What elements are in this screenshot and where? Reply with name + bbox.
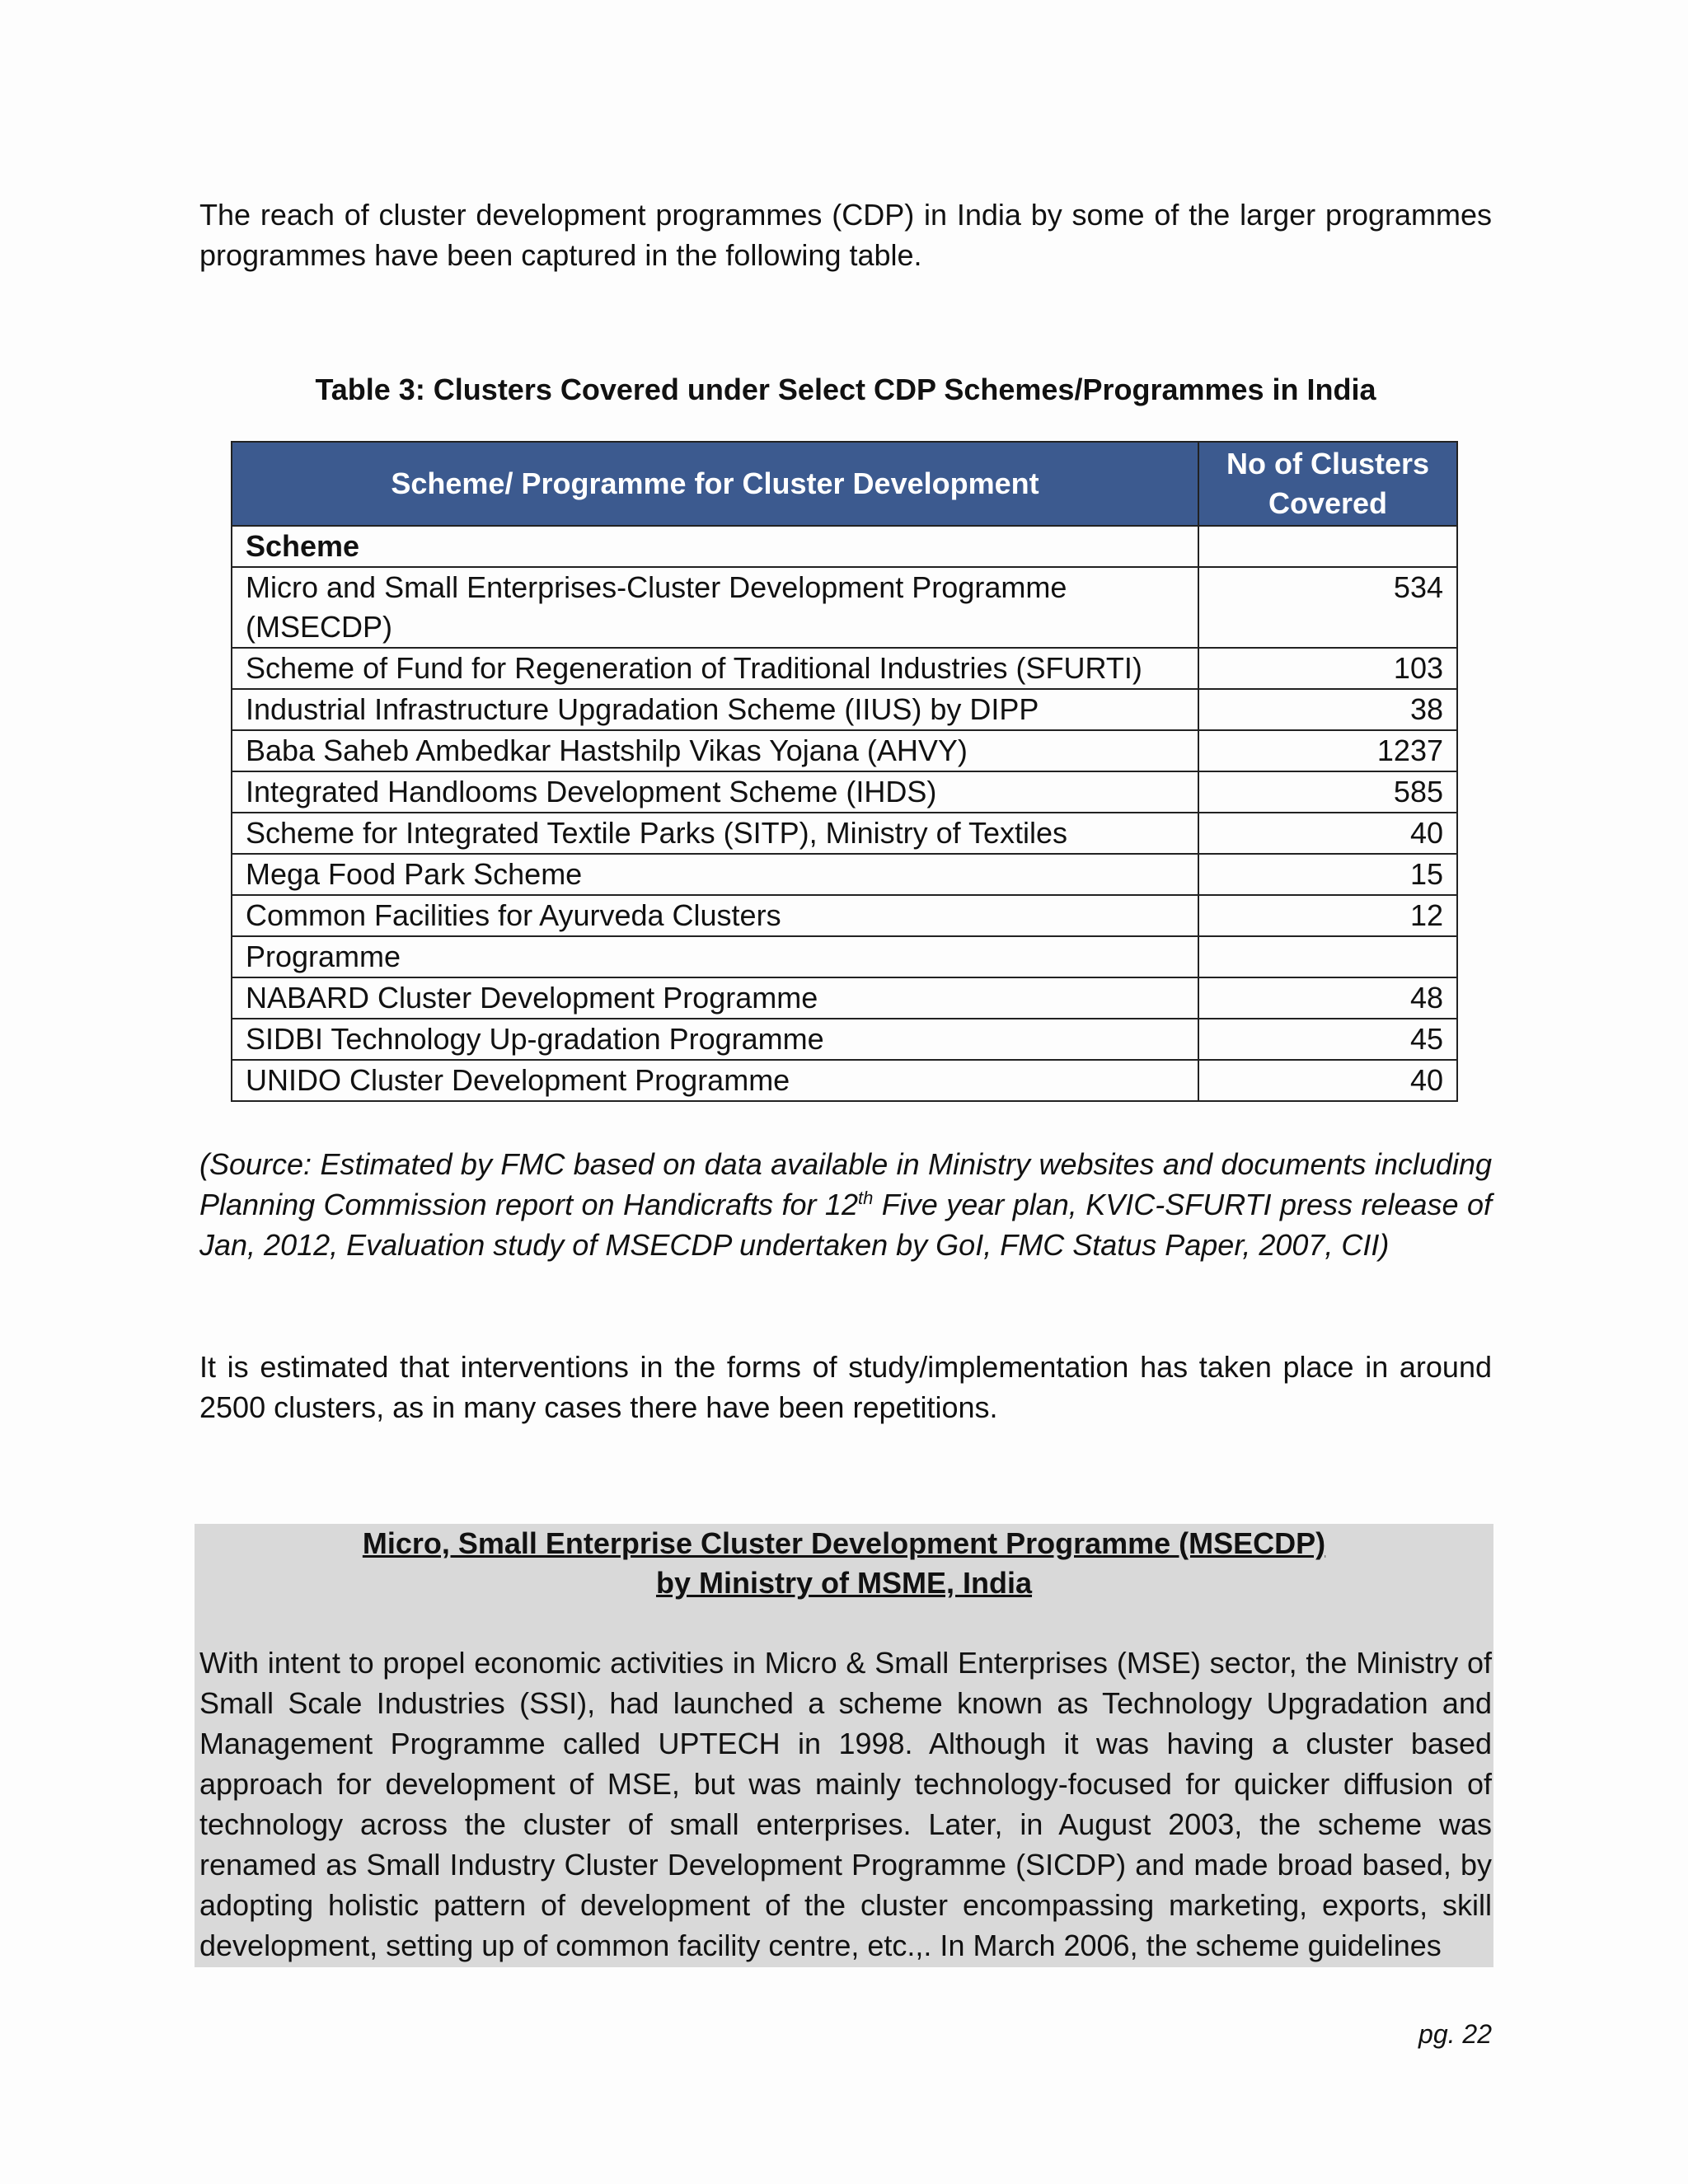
table-row: [232, 977, 1457, 1019]
section-label-programme: Programme: [232, 936, 1198, 977]
row-name: SIDBI Technology Up-gradation Programme: [232, 1019, 1198, 1060]
source-note: [199, 1144, 1492, 1265]
row-count: 585: [1198, 771, 1457, 813]
table-row: [232, 771, 1457, 813]
row-count: 15: [1198, 854, 1457, 895]
row-name: Mega Food Park Scheme: [232, 854, 1198, 895]
row-count: 38: [1198, 689, 1457, 730]
page-number: pg. 22: [1418, 2019, 1492, 2049]
row-name: UNIDO Cluster Development Programme: [232, 1060, 1198, 1101]
table-row: [232, 567, 1457, 648]
row-name: Scheme of Fund for Regeneration of Traditional Industries (SFURTI): [232, 648, 1198, 689]
row-name: Micro and Small Enterprises-Cluster Development Programme (MSECDP): [232, 567, 1198, 648]
box-title: [195, 1524, 1493, 1603]
box-body: With intent to propel economic activities in Micro & Small Enterprises (MSE) sector, the Ministry of Small Scale Industries (SSI), had launched a scheme known as Technology Upgradation and Management Programme called UPTECH in 1998. Although it was having a cluster based approach for development of MSE, but was mainly technology-focused for quicker diffusion of technology across the cluster of small enterprises. Later, in August 2003, the scheme was renamed as Small Industry Cluster Development Programme (SICDP) and made broad based, by adopting holistic pattern of development of the cluster encompassing marketing, exports, skill development, setting up of common facility centre, etc.,. In March 2006, the scheme guidelines: [199, 1646, 1492, 1962]
row-name: Common Facilities for Ayurveda Clusters: [232, 895, 1198, 936]
table-body: [232, 526, 1457, 1101]
intro-paragraph: The reach of cluster development programmes (CDP) in India by some of the larger programmes programmes have been captured in the following table.: [199, 198, 1492, 272]
box-title-line-2: by Ministry of MSME, India: [655, 1566, 1033, 1600]
row-name: Integrated Handlooms Development Scheme (IHDS): [232, 771, 1198, 813]
source-text-2: Five year plan, KVIC-SFURTI press release of Jan, 2012, Evaluation study of MSECDP undertaken by GoI, FMC Status Paper, 2007, CII): [199, 1188, 1492, 1262]
estimate-paragraph: It is estimated that interventions in the forms of study/implementation has taken place in around 2500 clusters, as in many cases there have been repetitions.: [199, 1350, 1492, 1424]
box-title-line-1: Micro, Small Enterprise Cluster Development Programme (MSECDP): [362, 1526, 1326, 1560]
row-name: Industrial Infrastructure Upgradation Scheme (IIUS) by DIPP: [232, 689, 1198, 730]
section-label-scheme: Scheme: [232, 526, 1198, 567]
table-row: [232, 854, 1457, 895]
table-row: [232, 1060, 1457, 1101]
table-row: [232, 813, 1457, 854]
row-count: 103: [1198, 648, 1457, 689]
table-row: [232, 730, 1457, 771]
header-scheme: Scheme/ Programme for Cluster Development: [232, 442, 1198, 526]
row-name: Scheme for Integrated Textile Parks (SITP), Ministry of Textiles: [232, 813, 1198, 854]
section-empty-cell: [1198, 936, 1457, 977]
row-count: 12: [1198, 895, 1457, 936]
section-row-scheme: [232, 526, 1457, 567]
row-count: 40: [1198, 813, 1457, 854]
row-count: 40: [1198, 1060, 1457, 1101]
row-count: 1237: [1198, 730, 1457, 771]
table-row: [232, 648, 1457, 689]
table-caption: Table 3: Clusters Covered under Select CDP Schemes/Programmes in India: [315, 373, 1376, 406]
row-name: Baba Saheb Ambedkar Hastshilp Vikas Yojana (AHVY): [232, 730, 1198, 771]
row-count: 534: [1198, 567, 1457, 648]
row-count: 45: [1198, 1019, 1457, 1060]
header-count: No of Clusters Covered: [1198, 442, 1457, 526]
row-name: NABARD Cluster Development Programme: [232, 977, 1198, 1019]
row-count: 48: [1198, 977, 1457, 1019]
section-row-programme: [232, 936, 1457, 977]
source-superscript: th: [857, 1188, 874, 1208]
clusters-table: [231, 441, 1458, 1102]
table-row: [232, 895, 1457, 936]
table-row: [232, 689, 1457, 730]
table-header-row: [232, 442, 1457, 526]
source-text-1: (Source: Estimated by FMC based on data available in Ministry websites and documents including Planning Commission report on Handicrafts for 12: [199, 1147, 1492, 1221]
table-row: [232, 1019, 1457, 1060]
section-empty-cell: [1198, 526, 1457, 567]
